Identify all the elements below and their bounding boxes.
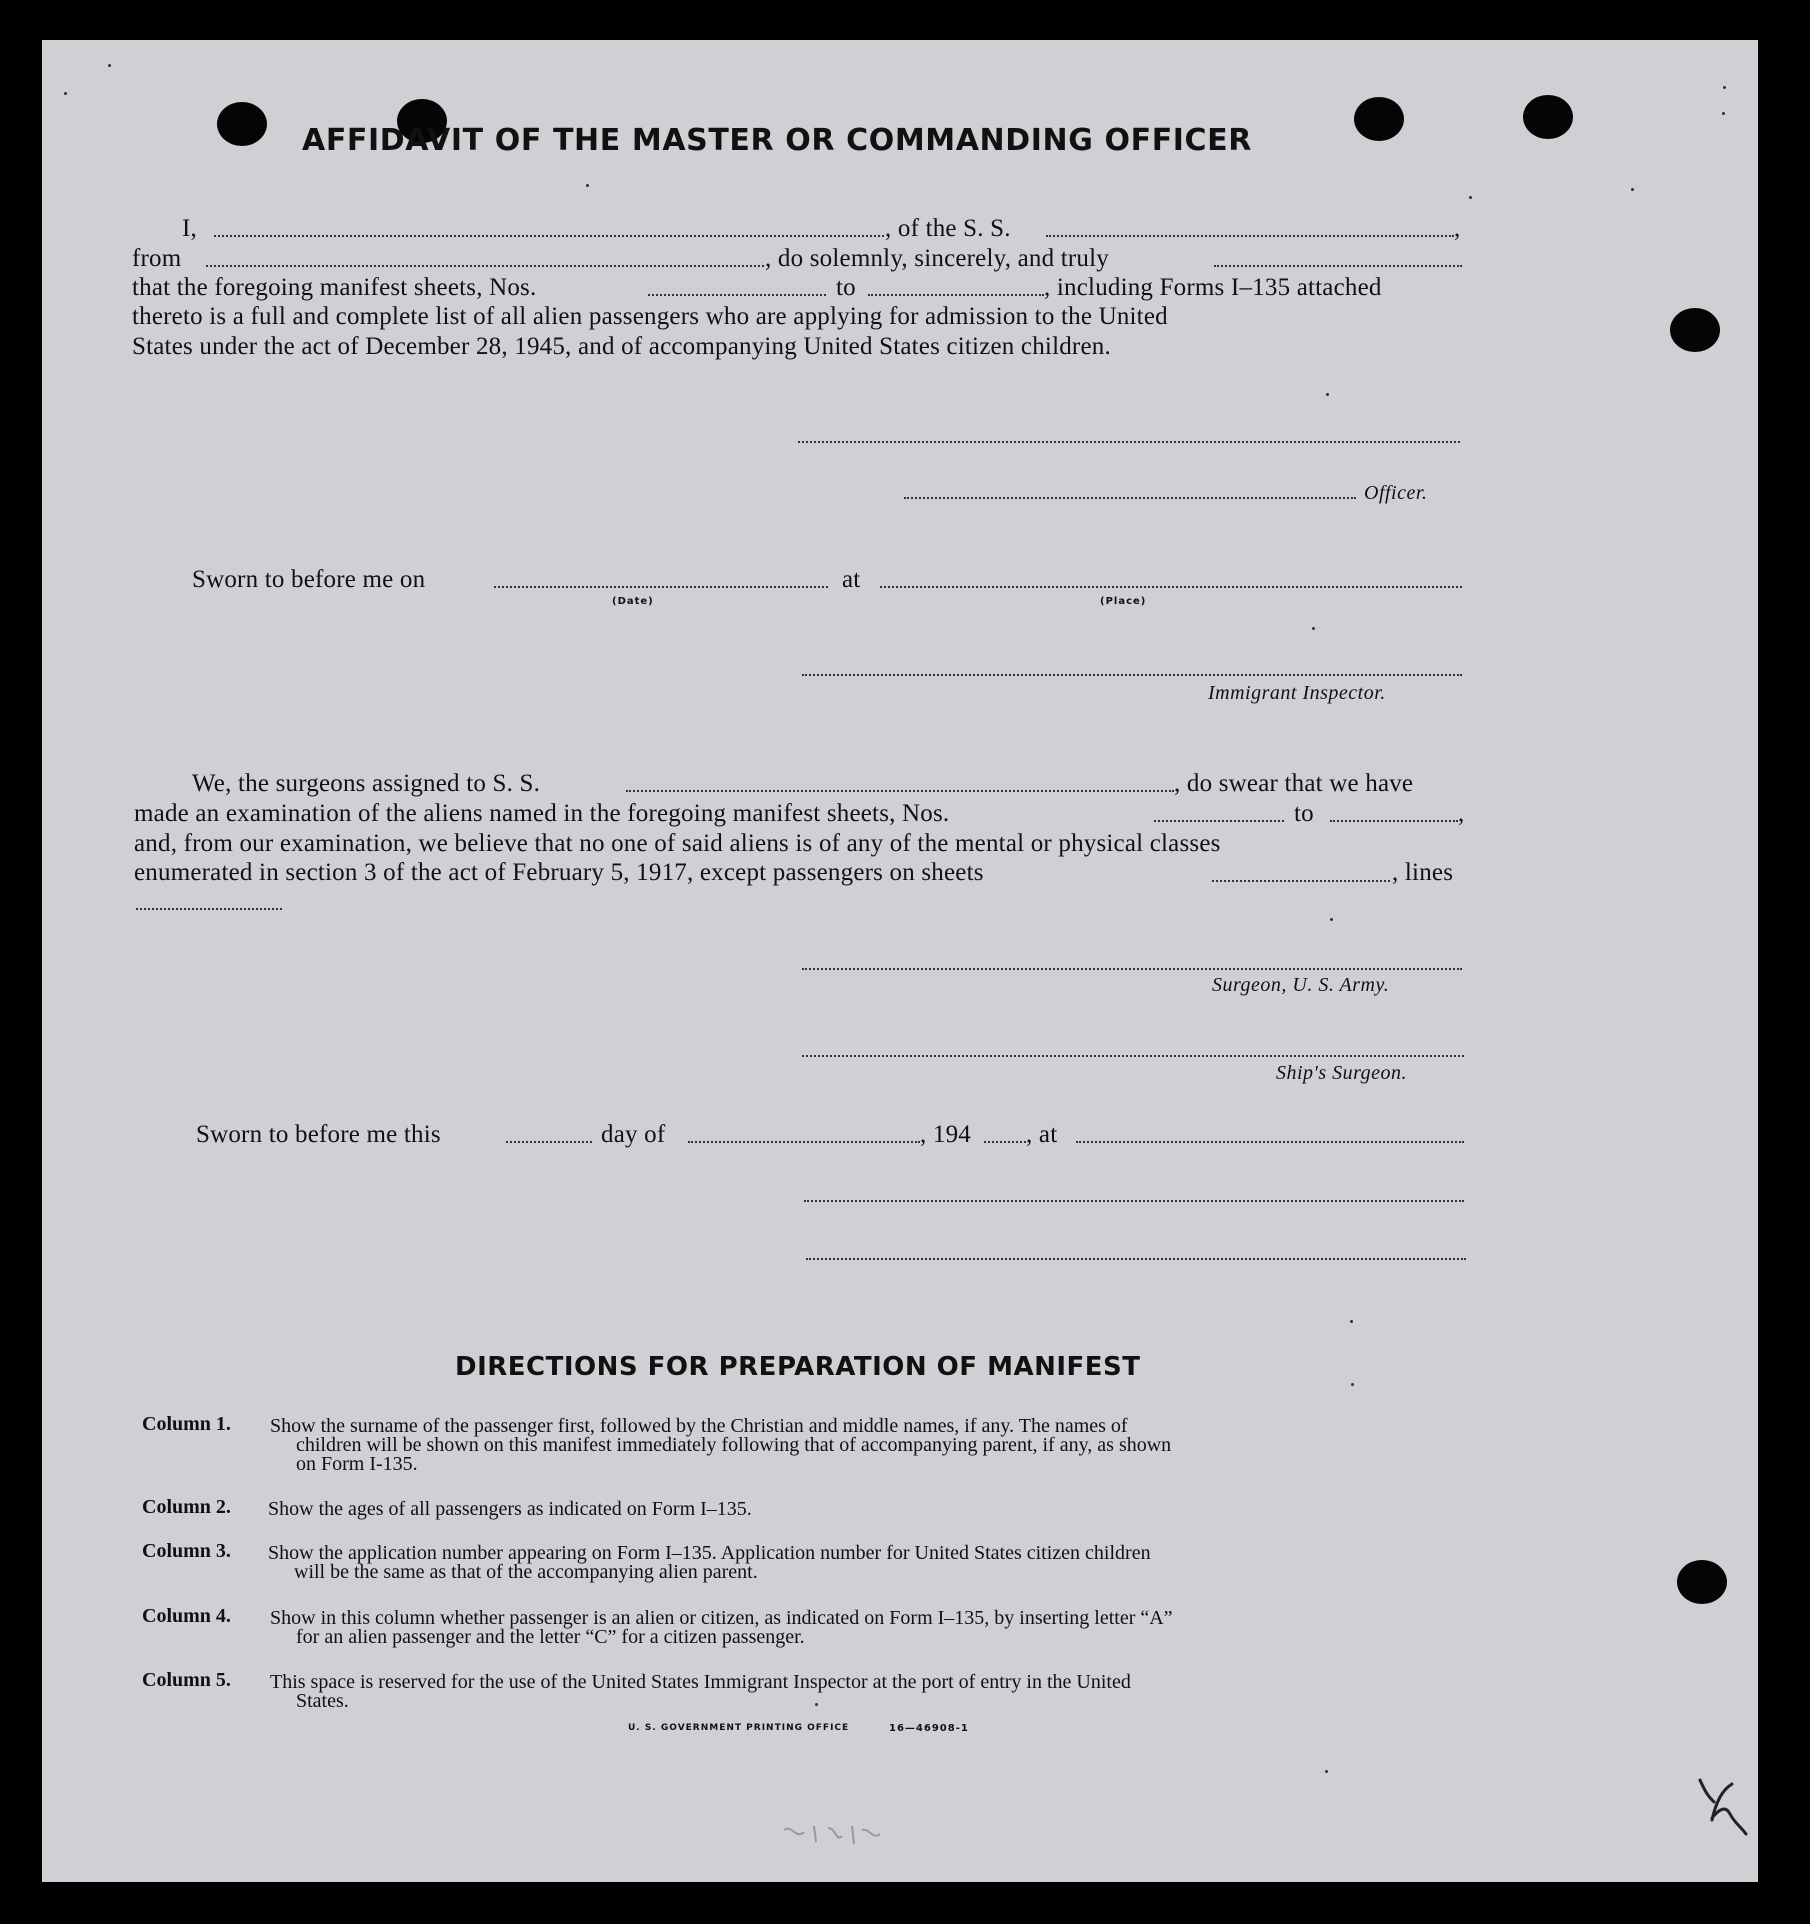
- oath-type-line[interactable]: [1214, 265, 1462, 267]
- surgeons-ship-line[interactable]: [626, 790, 1174, 792]
- sworn1-date-line[interactable]: [494, 586, 828, 588]
- paper-speck: [1723, 86, 1726, 89]
- surgeons-comma: ,: [1458, 800, 1465, 827]
- affidavit-solemnly: , do solemnly, sincerely, and truly: [765, 245, 1109, 272]
- date-caption: (Date): [612, 596, 654, 607]
- paper-speck: [1330, 918, 1333, 921]
- affidavit-to: to: [836, 274, 856, 301]
- paper-speck: [1326, 393, 1329, 396]
- sworn1-place-line[interactable]: [880, 586, 1462, 588]
- ship-surgeon-signature-line[interactable]: [802, 1055, 1464, 1057]
- column-4-text: [270, 1609, 1173, 1647]
- column-2-line1: Show the ages of all passengers as indicated on Form I–135.: [268, 1498, 752, 1520]
- punch-hole: [1523, 95, 1573, 139]
- column-5-line1: This space is reserved for the use of the United States Immigrant Inspector at the port of entry in the United: [270, 1671, 1131, 1693]
- officer-caption: Officer.: [1364, 482, 1428, 504]
- surgeons-line3: and, from our examination, we believe that no one of said aliens is of any of the mental or physical classes: [134, 830, 1221, 857]
- surgeons-lines: , lines: [1392, 859, 1454, 886]
- paper-speck: [1312, 627, 1315, 630]
- affidavit-including: , including Forms I–135 attached: [1044, 274, 1382, 301]
- sworn1-at: at: [842, 566, 861, 593]
- sworn2-year: , 194: [920, 1121, 971, 1148]
- punch-hole: [1354, 97, 1404, 141]
- from-port-line[interactable]: [206, 265, 764, 267]
- sworn2-year-line[interactable]: [984, 1141, 1026, 1143]
- army-surgeon-caption: Surgeon, U. S. Army.: [1212, 974, 1390, 996]
- column-1-line2: children will be shown on this manifest immediately following that of accompanying parent, if any, as shown: [296, 1434, 1172, 1456]
- affidavit-from: from: [132, 245, 182, 272]
- paper-speck: [108, 64, 111, 67]
- surgeons-sheet-to-line[interactable]: [1330, 820, 1458, 822]
- sheet-to-line[interactable]: [868, 294, 1044, 296]
- handwritten-mark: [1692, 1768, 1752, 1838]
- place-caption: (Place): [1100, 596, 1147, 607]
- paper-speck: [815, 1703, 818, 1706]
- column-5-label: Column 5.: [142, 1669, 231, 1691]
- column-3-line1: Show the application number appearing on Form I–135. Application number for United States citizen children: [268, 1542, 1151, 1564]
- affidavit-line4: thereto is a full and complete list of all alien passengers who are applying for admission to the United: [132, 303, 1168, 330]
- officer-title-line[interactable]: [904, 497, 1356, 499]
- sworn2-at: , at: [1026, 1121, 1058, 1148]
- except-lines-line[interactable]: [136, 908, 282, 910]
- column-1-line1: Show the surname of the passenger first, followed by the Christian and middle names, if any. The names of: [270, 1415, 1128, 1437]
- officer-name-line[interactable]: [214, 235, 884, 237]
- inspector-signature-line[interactable]: [802, 674, 1462, 676]
- column-5-line2: States.: [296, 1690, 349, 1712]
- paper-speck: [64, 92, 67, 95]
- column-4-line1: Show in this column whether passenger is an alien or citizen, as indicated on Form I–135, by inserting letter “A”: [270, 1607, 1173, 1629]
- surgeons-we: We, the surgeons assigned to S. S.: [192, 770, 541, 797]
- paper-speck: [1350, 1320, 1353, 1323]
- directions-heading: DIRECTIONS FOR PREPARATION OF MANIFEST: [455, 1352, 1141, 1382]
- surgeons-sheet-from-line[interactable]: [1154, 820, 1284, 822]
- column-3-line2: will be the same as that of the accompanying alien parent.: [294, 1561, 758, 1583]
- column-4-line2: for an alien passenger and the letter “C” for a citizen passenger.: [296, 1626, 805, 1648]
- column-2-text: [268, 1500, 752, 1519]
- affidavit-foregoing: that the foregoing manifest sheets, Nos.: [132, 274, 537, 301]
- affidavit-line5: States under the act of December 28, 1945, and of accompanying United States citizen children.: [132, 333, 1111, 360]
- paper-speck: [1469, 196, 1472, 199]
- surgeons-to: to: [1294, 800, 1314, 827]
- paper-speck: [586, 184, 589, 187]
- sheet-from-line[interactable]: [648, 294, 826, 296]
- sworn2-day-of: day of: [601, 1121, 666, 1148]
- sworn2-label: Sworn to before me this: [196, 1121, 441, 1148]
- column-5-text: [270, 1673, 1131, 1711]
- paper-speck: [1351, 1383, 1354, 1386]
- surgeons-line2: made an examination of the aliens named in the foregoing manifest sheets, Nos.: [134, 800, 950, 827]
- sworn2-month-line[interactable]: [688, 1141, 920, 1143]
- surgeons-swear: , do swear that we have: [1174, 770, 1414, 797]
- column-3-text: [268, 1544, 1151, 1582]
- sworn2-place-line[interactable]: [1076, 1141, 1464, 1143]
- column-1-label: Column 1.: [142, 1413, 231, 1435]
- officer-signature-line[interactable]: [798, 441, 1460, 443]
- sworn1-label: Sworn to before me on: [192, 566, 426, 593]
- except-sheets-line[interactable]: [1212, 880, 1390, 882]
- sworn2-title-line[interactable]: [806, 1258, 1466, 1260]
- sworn2-signature-line[interactable]: [804, 1200, 1464, 1202]
- column-3-label: Column 3.: [142, 1540, 231, 1562]
- form-code: 16—46908-1: [889, 1723, 969, 1734]
- ship-name-line[interactable]: [1046, 235, 1454, 237]
- printer-imprint: U. S. GOVERNMENT PRINTING OFFICE: [628, 1723, 850, 1733]
- surgeons-line4: enumerated in section 3 of the act of February 5, 1917, except passengers on sheets: [134, 859, 984, 886]
- affidavit-of-ss: , of the S. S.: [885, 215, 1011, 242]
- paper-speck: [1631, 188, 1634, 191]
- affidavit-heading: AFFIDAVIT OF THE MASTER OR COMMANDING OFFICER: [302, 123, 1252, 158]
- column-4-label: Column 4.: [142, 1605, 231, 1627]
- column-2-label: Column 2.: [142, 1496, 231, 1518]
- ship-surgeon-caption: Ship's Surgeon.: [1276, 1062, 1408, 1084]
- affidavit-comma: ,: [1454, 215, 1461, 242]
- faint-pencil-mark: [780, 1820, 890, 1850]
- affidavit-i-label: I,: [182, 215, 197, 242]
- column-1-text: [270, 1417, 1171, 1474]
- paper-speck: [1325, 1770, 1328, 1773]
- inspector-caption: Immigrant Inspector.: [1208, 682, 1386, 704]
- punch-hole: [217, 102, 267, 146]
- punch-hole: [1670, 308, 1720, 352]
- column-1-line3: on Form I-135.: [296, 1453, 418, 1475]
- punch-hole: [1677, 1560, 1727, 1604]
- paper-speck: [1722, 112, 1725, 115]
- sworn2-day-line[interactable]: [506, 1141, 592, 1143]
- army-surgeon-signature-line[interactable]: [802, 968, 1462, 970]
